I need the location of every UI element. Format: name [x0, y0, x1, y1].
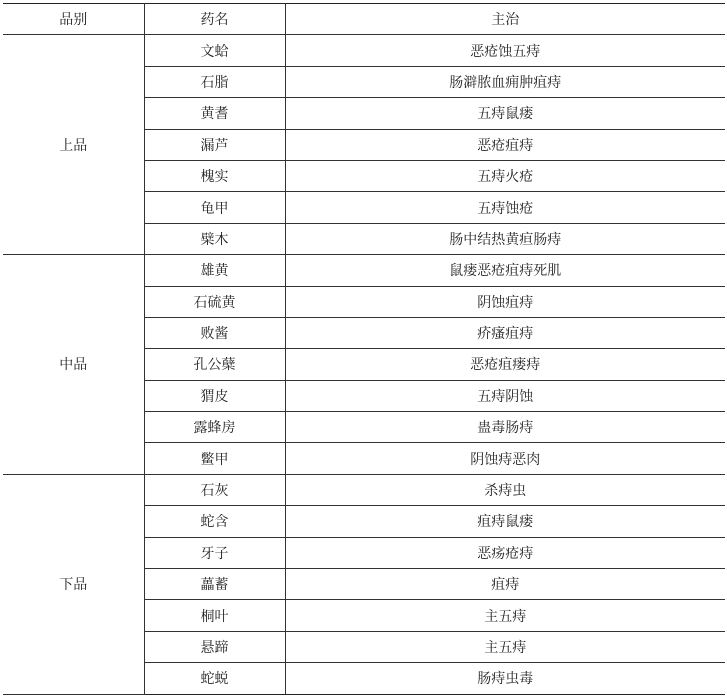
indication-cell: 阴蚀痔恶肉	[285, 443, 725, 474]
grade-cell: 上品	[3, 35, 144, 255]
indication-cell: 主五痔	[285, 631, 725, 662]
drug-name-cell: 悬蹄	[144, 631, 285, 662]
indication-cell: 疥瘙疽痔	[285, 317, 725, 348]
drug-name-cell: 漏芦	[144, 129, 285, 160]
drug-name-cell: 露蜂房	[144, 412, 285, 443]
grade-cell: 下品	[3, 474, 144, 694]
table-row	[3, 35, 725, 66]
indication-cell: 疽痔鼠瘘	[285, 506, 725, 537]
drug-name-cell: 猬皮	[144, 380, 285, 411]
indication-cell: 鼠瘘恶疮疽痔死肌	[285, 255, 725, 286]
indication-cell: 肠澼脓血痈肿疽痔	[285, 66, 725, 97]
table-header	[3, 4, 725, 35]
drug-name-cell: 牙子	[144, 537, 285, 568]
drug-name-cell: 桐叶	[144, 600, 285, 631]
indication-cell: 蛊毒肠痔	[285, 412, 725, 443]
materia-medica-table	[3, 3, 725, 695]
indication-cell: 恶疮疽痔	[285, 129, 725, 160]
drug-name-cell: 败酱	[144, 317, 285, 348]
drug-name-cell: 蛇蜕	[144, 663, 285, 694]
indication-cell: 恶疮疽瘘痔	[285, 349, 725, 380]
drug-name-cell: 槐实	[144, 160, 285, 191]
drug-name-cell: 龟甲	[144, 192, 285, 223]
drug-name-cell: 石硫黄	[144, 286, 285, 317]
indication-cell: 恶疮蚀五痔	[285, 35, 725, 66]
drug-name-cell: 雄黄	[144, 255, 285, 286]
table-row	[3, 255, 725, 286]
grade-cell: 中品	[3, 255, 144, 475]
indication-cell: 主五痔	[285, 600, 725, 631]
indication-cell: 肠中结热黄疸肠痔	[285, 223, 725, 254]
indication-cell: 疽痔	[285, 569, 725, 600]
indication-cell: 杀痔虫	[285, 474, 725, 505]
indication-cell: 阴蚀疽痔	[285, 286, 725, 317]
indication-cell: 恶疡疮痔	[285, 537, 725, 568]
drug-name-cell: 藟蓄	[144, 569, 285, 600]
drug-name-cell: 蛇含	[144, 506, 285, 537]
drug-name-cell: 孔公蘖	[144, 349, 285, 380]
table-body	[3, 35, 725, 694]
drug-name-cell: 文蛤	[144, 35, 285, 66]
indication-cell: 五痔阴蚀	[285, 380, 725, 411]
drug-name-cell: 鳖甲	[144, 443, 285, 474]
drug-name-cell: 石脂	[144, 66, 285, 97]
header-row	[3, 4, 725, 35]
table-row	[3, 474, 725, 505]
drug-name-cell: 石灰	[144, 474, 285, 505]
drug-name-cell: 檗木	[144, 223, 285, 254]
indication-cell: 五痔鼠瘘	[285, 98, 725, 129]
header-indications: 主治	[285, 4, 725, 35]
indication-cell: 五痔蚀疮	[285, 192, 725, 223]
drug-name-cell: 黄耆	[144, 98, 285, 129]
header-drug-name: 药名	[144, 4, 285, 35]
indication-cell: 肠痔虫毒	[285, 663, 725, 694]
indication-cell: 五痔火疮	[285, 160, 725, 191]
header-grade: 品别	[3, 4, 144, 35]
